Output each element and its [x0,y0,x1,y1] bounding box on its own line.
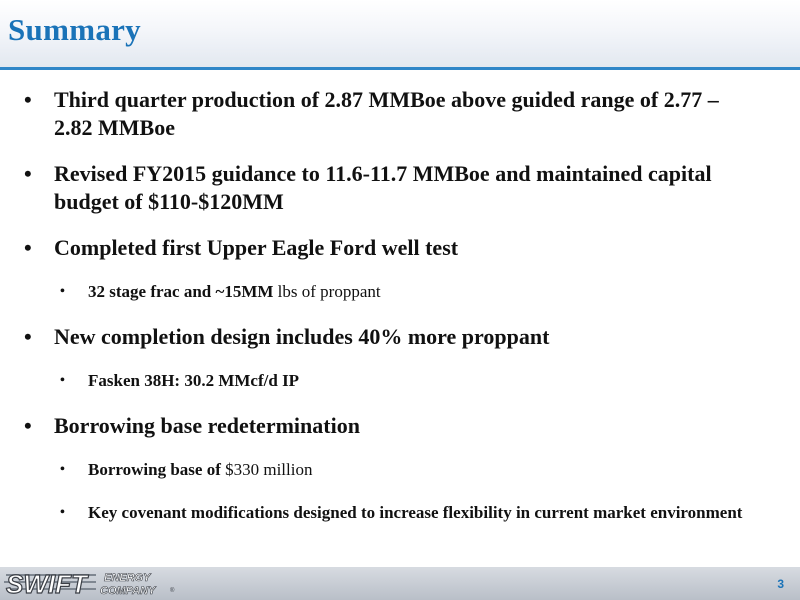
sub-bullet-text: Fasken 38H: 30.2 MMcf/d IP [88,371,300,390]
sub-bullet-item-covenant [0,501,800,525]
logo-registered-mark: ® [170,588,175,594]
header-divider [0,67,800,70]
bullet-text: New completion design includes 40% more proppant [54,324,550,349]
bullet-icon: • [24,87,32,112]
bullet-text: Borrowing base redetermination [54,413,360,438]
bullet-item-fy2015-guidance [0,160,800,216]
bullet-icon: • [24,324,32,349]
sub-bullet-text-bold: Borrowing base of [88,460,226,479]
sub-bullet-item-frac-stages [0,280,800,304]
sub-bullet-text-plain: lbs of proppant [277,282,381,301]
bullet-item-completion-design [0,323,800,351]
sub-bullet-item-fasken [0,369,800,393]
slide-header [0,0,800,67]
bullet-item-eagle-ford-test [0,234,800,262]
slide-title: Summary [8,12,141,47]
swift-energy-logo [4,568,194,598]
bullet-icon: • [24,235,32,260]
bullet-icon: • [24,161,32,186]
bullet-item-q3-production [0,86,800,142]
sub-bullet-text-bold: 32 stage frac and ~15MM [88,282,278,301]
bullet-item-borrowing-base [0,412,800,440]
sub-bullet-icon: • [60,505,65,520]
bullet-list [0,86,800,544]
sub-bullet-text: Key covenant modifications designed to increase flexibility in current market environment [88,503,743,522]
sub-bullet-icon: • [60,462,65,477]
page-number: 3 [777,577,784,591]
bullet-text: Revised FY2015 guidance to 11.6-11.7 MMBoe and maintained capital budget of $110-$120MM [54,161,712,214]
sub-bullet-icon: • [60,373,65,388]
logo-line2: COMPANY [100,585,156,597]
sub-bullet-item-borrowing-amount [0,458,800,482]
slide-footer [0,567,800,600]
sub-bullet-icon: • [60,284,65,299]
logo-word: SWIFT [6,569,87,598]
sub-bullet-text-plain: $330 million [225,460,313,479]
bullet-text: Completed first Upper Eagle Ford well test [54,235,459,260]
bullet-text: Third quarter production of 2.87 MMBoe above guided range of 2.77 – 2.82 MMBoe [54,87,719,140]
logo-line1: ENERGY [104,572,151,584]
bullet-icon: • [24,413,32,438]
